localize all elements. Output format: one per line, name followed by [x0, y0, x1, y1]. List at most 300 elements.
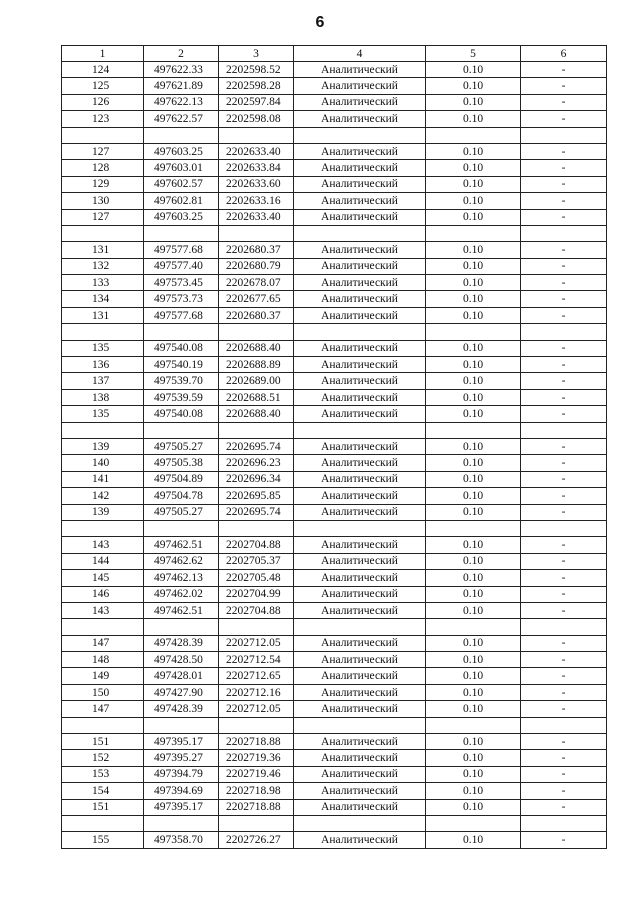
point-number-cell: 154 — [62, 783, 144, 799]
point-number-cell: 152 — [62, 750, 144, 766]
x-coordinate-cell: 497428.39 — [144, 635, 219, 651]
y-coordinate-cell: 2202633.16 — [219, 193, 294, 209]
method-cell: Аналитический — [294, 438, 426, 454]
accuracy-cell: 0.10 — [426, 357, 521, 373]
table-row — [62, 488, 607, 504]
method-cell: Аналитический — [294, 652, 426, 668]
accuracy-cell: 0.10 — [426, 62, 521, 78]
empty-cell — [219, 619, 294, 635]
empty-cell — [144, 225, 219, 241]
empty-cell — [294, 520, 426, 536]
y-coordinate-cell: 2202677.65 — [219, 291, 294, 307]
note-cell: - — [521, 799, 607, 815]
note-cell: - — [521, 766, 607, 782]
point-number-cell: 136 — [62, 357, 144, 373]
x-coordinate-cell: 497602.57 — [144, 176, 219, 192]
point-number-cell: 151 — [62, 734, 144, 750]
point-number-cell: 124 — [62, 62, 144, 78]
method-cell: Аналитический — [294, 668, 426, 684]
y-coordinate-cell: 2202598.08 — [219, 111, 294, 127]
empty-cell — [294, 815, 426, 831]
y-coordinate-cell: 2202680.79 — [219, 258, 294, 274]
point-number-cell: 139 — [62, 438, 144, 454]
y-coordinate-cell: 2202678.07 — [219, 275, 294, 291]
y-coordinate-cell: 2202680.37 — [219, 307, 294, 323]
empty-cell — [426, 225, 521, 241]
x-coordinate-cell: 497394.79 — [144, 766, 219, 782]
y-coordinate-cell: 2202598.52 — [219, 62, 294, 78]
x-coordinate-cell: 497603.25 — [144, 143, 219, 159]
accuracy-cell: 0.10 — [426, 406, 521, 422]
table-row — [62, 242, 607, 258]
note-cell: - — [521, 111, 607, 127]
table-row — [62, 570, 607, 586]
empty-cell — [294, 324, 426, 340]
x-coordinate-cell: 497394.69 — [144, 783, 219, 799]
accuracy-cell: 0.10 — [426, 193, 521, 209]
table-row — [62, 783, 607, 799]
y-coordinate-cell: 2202688.51 — [219, 389, 294, 405]
accuracy-cell: 0.10 — [426, 668, 521, 684]
accuracy-cell: 0.10 — [426, 258, 521, 274]
note-cell: - — [521, 668, 607, 684]
note-cell: - — [521, 389, 607, 405]
method-cell: Аналитический — [294, 602, 426, 618]
empty-cell — [521, 717, 607, 733]
table-row — [62, 62, 607, 78]
table-row — [62, 373, 607, 389]
column-header-5: 5 — [426, 46, 521, 62]
note-cell: - — [521, 78, 607, 94]
empty-cell — [144, 127, 219, 143]
empty-cell — [294, 225, 426, 241]
point-number-cell: 139 — [62, 504, 144, 520]
empty-cell — [219, 225, 294, 241]
method-cell: Аналитический — [294, 143, 426, 159]
note-cell: - — [521, 357, 607, 373]
empty-cell — [521, 127, 607, 143]
y-coordinate-cell: 2202712.05 — [219, 701, 294, 717]
empty-cell — [62, 815, 144, 831]
y-coordinate-cell: 2202704.88 — [219, 602, 294, 618]
point-number-cell: 130 — [62, 193, 144, 209]
point-number-cell: 129 — [62, 176, 144, 192]
note-cell: - — [521, 602, 607, 618]
point-number-cell: 131 — [62, 242, 144, 258]
note-cell: - — [521, 307, 607, 323]
separator-row — [62, 225, 607, 241]
table-row — [62, 143, 607, 159]
empty-cell — [62, 225, 144, 241]
point-number-cell: 141 — [62, 471, 144, 487]
x-coordinate-cell: 497539.70 — [144, 373, 219, 389]
accuracy-cell: 0.10 — [426, 340, 521, 356]
table-row — [62, 668, 607, 684]
table-row — [62, 176, 607, 192]
table-row — [62, 406, 607, 422]
table-row — [62, 553, 607, 569]
separator-row — [62, 324, 607, 340]
accuracy-cell: 0.10 — [426, 734, 521, 750]
table-row — [62, 307, 607, 323]
y-coordinate-cell: 2202704.99 — [219, 586, 294, 602]
accuracy-cell: 0.10 — [426, 176, 521, 192]
table-row — [62, 389, 607, 405]
accuracy-cell: 0.10 — [426, 537, 521, 553]
table-row — [62, 734, 607, 750]
point-number-cell: 142 — [62, 488, 144, 504]
empty-cell — [426, 717, 521, 733]
table-row — [62, 78, 607, 94]
x-coordinate-cell: 497462.51 — [144, 537, 219, 553]
point-number-cell: 146 — [62, 586, 144, 602]
y-coordinate-cell: 2202695.85 — [219, 488, 294, 504]
accuracy-cell: 0.10 — [426, 275, 521, 291]
accuracy-cell: 0.10 — [426, 291, 521, 307]
point-number-cell: 147 — [62, 635, 144, 651]
note-cell: - — [521, 652, 607, 668]
note-cell: - — [521, 455, 607, 471]
point-number-cell: 128 — [62, 160, 144, 176]
note-cell: - — [521, 160, 607, 176]
y-coordinate-cell: 2202719.46 — [219, 766, 294, 782]
table-row — [62, 471, 607, 487]
note-cell: - — [521, 750, 607, 766]
note-cell: - — [521, 734, 607, 750]
x-coordinate-cell: 497428.39 — [144, 701, 219, 717]
x-coordinate-cell: 497577.68 — [144, 242, 219, 258]
x-coordinate-cell: 497573.73 — [144, 291, 219, 307]
x-coordinate-cell: 497603.01 — [144, 160, 219, 176]
separator-row — [62, 717, 607, 733]
method-cell: Аналитический — [294, 209, 426, 225]
point-number-cell: 153 — [62, 766, 144, 782]
x-coordinate-cell: 497540.19 — [144, 357, 219, 373]
page-number: 6 — [315, 14, 325, 31]
method-cell: Аналитический — [294, 471, 426, 487]
empty-cell — [426, 422, 521, 438]
empty-cell — [219, 717, 294, 733]
method-cell: Аналитический — [294, 357, 426, 373]
table-row — [62, 504, 607, 520]
point-number-cell: 148 — [62, 652, 144, 668]
empty-cell — [521, 324, 607, 340]
accuracy-cell: 0.10 — [426, 504, 521, 520]
y-coordinate-cell: 2202688.89 — [219, 357, 294, 373]
empty-cell — [219, 422, 294, 438]
accuracy-cell: 0.10 — [426, 78, 521, 94]
empty-cell — [426, 324, 521, 340]
method-cell: Аналитический — [294, 553, 426, 569]
accuracy-cell: 0.10 — [426, 373, 521, 389]
x-coordinate-cell: 497395.17 — [144, 734, 219, 750]
y-coordinate-cell: 2202633.40 — [219, 143, 294, 159]
method-cell: Аналитический — [294, 78, 426, 94]
accuracy-cell: 0.10 — [426, 652, 521, 668]
empty-cell — [426, 815, 521, 831]
empty-cell — [219, 520, 294, 536]
point-number-cell: 145 — [62, 570, 144, 586]
empty-cell — [144, 520, 219, 536]
method-cell: Аналитический — [294, 340, 426, 356]
x-coordinate-cell: 497504.89 — [144, 471, 219, 487]
x-coordinate-cell: 497395.27 — [144, 750, 219, 766]
y-coordinate-cell: 2202705.48 — [219, 570, 294, 586]
table-row — [62, 766, 607, 782]
point-number-cell: 140 — [62, 455, 144, 471]
method-cell: Аналитический — [294, 193, 426, 209]
table-row — [62, 684, 607, 700]
table-row — [62, 258, 607, 274]
method-cell: Аналитический — [294, 307, 426, 323]
table-row — [62, 357, 607, 373]
point-number-cell: 127 — [62, 143, 144, 159]
note-cell: - — [521, 94, 607, 110]
accuracy-cell: 0.10 — [426, 389, 521, 405]
x-coordinate-cell: 497622.13 — [144, 94, 219, 110]
empty-cell — [521, 520, 607, 536]
empty-cell — [426, 127, 521, 143]
table-row — [62, 438, 607, 454]
method-cell: Аналитический — [294, 94, 426, 110]
note-cell: - — [521, 488, 607, 504]
y-coordinate-cell: 2202705.37 — [219, 553, 294, 569]
y-coordinate-cell: 2202633.84 — [219, 160, 294, 176]
method-cell: Аналитический — [294, 586, 426, 602]
empty-cell — [521, 619, 607, 635]
method-cell: Аналитический — [294, 701, 426, 717]
x-coordinate-cell: 497603.25 — [144, 209, 219, 225]
accuracy-cell: 0.10 — [426, 143, 521, 159]
empty-cell — [294, 422, 426, 438]
method-cell: Аналитический — [294, 734, 426, 750]
y-coordinate-cell: 2202597.84 — [219, 94, 294, 110]
table-row — [62, 291, 607, 307]
method-cell: Аналитический — [294, 373, 426, 389]
x-coordinate-cell: 497504.78 — [144, 488, 219, 504]
separator-row — [62, 520, 607, 536]
y-coordinate-cell: 2202598.28 — [219, 78, 294, 94]
empty-cell — [426, 619, 521, 635]
empty-cell — [521, 225, 607, 241]
y-coordinate-cell: 2202712.54 — [219, 652, 294, 668]
y-coordinate-cell: 2202712.16 — [219, 684, 294, 700]
method-cell: Аналитический — [294, 111, 426, 127]
table-header-row — [62, 46, 607, 62]
x-coordinate-cell: 497577.68 — [144, 307, 219, 323]
empty-cell — [62, 717, 144, 733]
note-cell: - — [521, 537, 607, 553]
x-coordinate-cell: 497540.08 — [144, 340, 219, 356]
method-cell: Аналитический — [294, 455, 426, 471]
method-cell: Аналитический — [294, 275, 426, 291]
note-cell: - — [521, 373, 607, 389]
note-cell: - — [521, 553, 607, 569]
x-coordinate-cell: 497427.90 — [144, 684, 219, 700]
table-row — [62, 111, 607, 127]
note-cell: - — [521, 832, 607, 848]
y-coordinate-cell: 2202718.98 — [219, 783, 294, 799]
table-row — [62, 160, 607, 176]
point-number-cell: 143 — [62, 602, 144, 618]
method-cell: Аналитический — [294, 537, 426, 553]
method-cell: Аналитический — [294, 258, 426, 274]
empty-cell — [144, 815, 219, 831]
point-number-cell: 151 — [62, 799, 144, 815]
method-cell: Аналитический — [294, 799, 426, 815]
empty-cell — [426, 520, 521, 536]
accuracy-cell: 0.10 — [426, 750, 521, 766]
x-coordinate-cell: 497358.70 — [144, 832, 219, 848]
accuracy-cell: 0.10 — [426, 242, 521, 258]
empty-cell — [294, 717, 426, 733]
x-coordinate-cell: 497602.81 — [144, 193, 219, 209]
x-coordinate-cell: 497428.50 — [144, 652, 219, 668]
note-cell: - — [521, 701, 607, 717]
accuracy-cell: 0.10 — [426, 766, 521, 782]
method-cell: Аналитический — [294, 406, 426, 422]
empty-cell — [219, 127, 294, 143]
y-coordinate-cell: 2202695.74 — [219, 504, 294, 520]
accuracy-cell: 0.10 — [426, 701, 521, 717]
y-coordinate-cell: 2202718.88 — [219, 734, 294, 750]
separator-row — [62, 815, 607, 831]
point-number-cell: 150 — [62, 684, 144, 700]
accuracy-cell: 0.10 — [426, 635, 521, 651]
accuracy-cell: 0.10 — [426, 799, 521, 815]
method-cell: Аналитический — [294, 291, 426, 307]
point-number-cell: 149 — [62, 668, 144, 684]
point-number-cell: 126 — [62, 94, 144, 110]
x-coordinate-cell: 497573.45 — [144, 275, 219, 291]
x-coordinate-cell: 497462.62 — [144, 553, 219, 569]
point-number-cell: 143 — [62, 537, 144, 553]
table-row — [62, 209, 607, 225]
column-header-6: 6 — [521, 46, 607, 62]
table-row — [62, 652, 607, 668]
note-cell: - — [521, 62, 607, 78]
method-cell: Аналитический — [294, 832, 426, 848]
separator-row — [62, 127, 607, 143]
note-cell: - — [521, 193, 607, 209]
column-header-3: 3 — [219, 46, 294, 62]
empty-cell — [144, 422, 219, 438]
empty-cell — [62, 127, 144, 143]
note-cell: - — [521, 258, 607, 274]
accuracy-cell: 0.10 — [426, 94, 521, 110]
table-row — [62, 750, 607, 766]
note-cell: - — [521, 586, 607, 602]
accuracy-cell: 0.10 — [426, 160, 521, 176]
x-coordinate-cell: 497539.59 — [144, 389, 219, 405]
point-number-cell: 125 — [62, 78, 144, 94]
point-number-cell: 127 — [62, 209, 144, 225]
point-number-cell: 135 — [62, 406, 144, 422]
note-cell: - — [521, 176, 607, 192]
point-number-cell: 137 — [62, 373, 144, 389]
empty-cell — [144, 619, 219, 635]
method-cell: Аналитический — [294, 750, 426, 766]
y-coordinate-cell: 2202719.36 — [219, 750, 294, 766]
note-cell: - — [521, 504, 607, 520]
table-row — [62, 340, 607, 356]
method-cell: Аналитический — [294, 160, 426, 176]
accuracy-cell: 0.10 — [426, 488, 521, 504]
table-row — [62, 602, 607, 618]
accuracy-cell: 0.10 — [426, 111, 521, 127]
empty-cell — [521, 815, 607, 831]
method-cell: Аналитический — [294, 783, 426, 799]
note-cell: - — [521, 242, 607, 258]
accuracy-cell: 0.10 — [426, 570, 521, 586]
table-row — [62, 701, 607, 717]
table-row — [62, 537, 607, 553]
y-coordinate-cell: 2202704.88 — [219, 537, 294, 553]
note-cell: - — [521, 783, 607, 799]
y-coordinate-cell: 2202718.88 — [219, 799, 294, 815]
x-coordinate-cell: 497505.27 — [144, 438, 219, 454]
empty-cell — [219, 815, 294, 831]
x-coordinate-cell: 497505.38 — [144, 455, 219, 471]
x-coordinate-cell: 497622.33 — [144, 62, 219, 78]
method-cell: Аналитический — [294, 62, 426, 78]
point-number-cell: 138 — [62, 389, 144, 405]
y-coordinate-cell: 2202712.65 — [219, 668, 294, 684]
note-cell: - — [521, 291, 607, 307]
method-cell: Аналитический — [294, 242, 426, 258]
empty-cell — [62, 324, 144, 340]
point-number-cell: 135 — [62, 340, 144, 356]
method-cell: Аналитический — [294, 635, 426, 651]
column-header-2: 2 — [144, 46, 219, 62]
y-coordinate-cell: 2202712.05 — [219, 635, 294, 651]
empty-cell — [62, 422, 144, 438]
empty-cell — [521, 422, 607, 438]
table-row — [62, 275, 607, 291]
empty-cell — [294, 619, 426, 635]
method-cell: Аналитический — [294, 570, 426, 586]
y-coordinate-cell: 2202696.23 — [219, 455, 294, 471]
method-cell: Аналитический — [294, 684, 426, 700]
accuracy-cell: 0.10 — [426, 602, 521, 618]
point-number-cell: 147 — [62, 701, 144, 717]
y-coordinate-cell: 2202726.27 — [219, 832, 294, 848]
y-coordinate-cell: 2202689.00 — [219, 373, 294, 389]
note-cell: - — [521, 209, 607, 225]
accuracy-cell: 0.10 — [426, 455, 521, 471]
table-row — [62, 94, 607, 110]
point-number-cell: 132 — [62, 258, 144, 274]
empty-cell — [62, 520, 144, 536]
y-coordinate-cell: 2202688.40 — [219, 340, 294, 356]
note-cell: - — [521, 570, 607, 586]
note-cell: - — [521, 635, 607, 651]
x-coordinate-cell: 497622.57 — [144, 111, 219, 127]
note-cell: - — [521, 684, 607, 700]
accuracy-cell: 0.10 — [426, 684, 521, 700]
note-cell: - — [521, 438, 607, 454]
method-cell: Аналитический — [294, 389, 426, 405]
note-cell: - — [521, 275, 607, 291]
method-cell: Аналитический — [294, 766, 426, 782]
point-number-cell: 144 — [62, 553, 144, 569]
point-number-cell: 133 — [62, 275, 144, 291]
x-coordinate-cell: 497462.02 — [144, 586, 219, 602]
x-coordinate-cell: 497540.08 — [144, 406, 219, 422]
accuracy-cell: 0.10 — [426, 586, 521, 602]
y-coordinate-cell: 2202633.40 — [219, 209, 294, 225]
accuracy-cell: 0.10 — [426, 438, 521, 454]
